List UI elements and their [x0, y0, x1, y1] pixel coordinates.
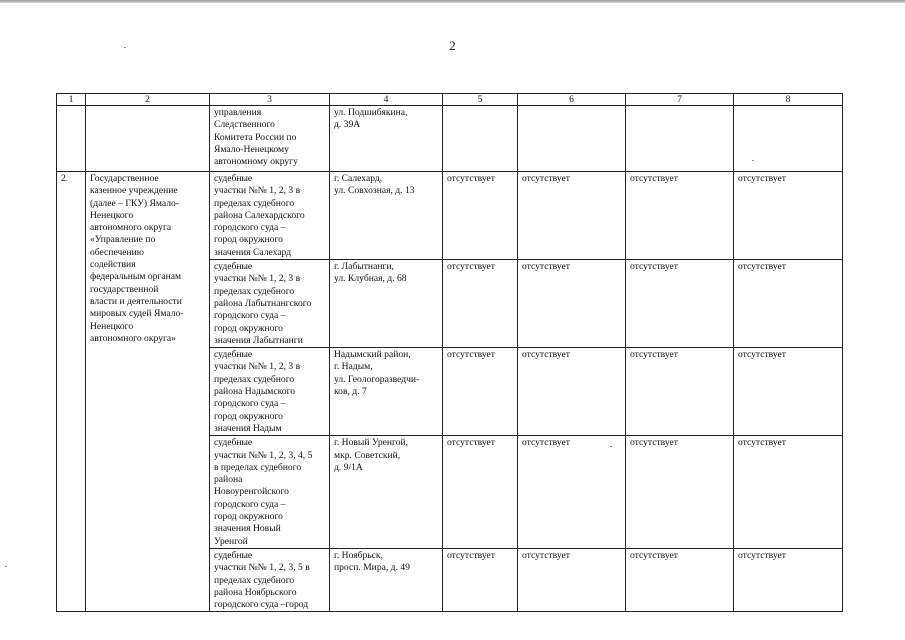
- address-cell: Надымский район, г. Надым, ул. Геологоразведчи- ков, д. 7: [330, 348, 443, 436]
- court-sites-cell: судебные участки №№ 1, 2, 3, 4, 5 в пределах судебного района Новоуренгойского городского суда – город окружного значения Новый Уренгой: [210, 436, 330, 549]
- address-cell: г. Салехард, ул. Совхозная, д. 13: [330, 172, 443, 260]
- status-cell: отсутствует: [734, 260, 843, 348]
- column-header: 1: [57, 94, 86, 106]
- status-cell: отсутствует: [443, 348, 518, 436]
- status-cell: отсутствует: [626, 548, 734, 611]
- document-table: [56, 93, 843, 612]
- column-header: 2: [86, 94, 210, 106]
- status-cell: отсутствует: [518, 172, 626, 260]
- column-header: 8: [734, 94, 843, 106]
- court-sites-cell: судебные участки №№ 1, 2, 3, 5 в пределах судебного района Ноябрьского городского суда –город: [210, 548, 330, 611]
- scan-top-edge: [0, 0, 905, 3]
- table-cell: [518, 106, 626, 172]
- column-header: 7: [626, 94, 734, 106]
- address-cell: г. Лабытнанги, ул. Клубная, д. 68: [330, 260, 443, 348]
- status-cell: отсутствует: [734, 436, 843, 549]
- table-cell: [57, 106, 86, 172]
- scan-speck: [5, 566, 7, 567]
- status-cell: отсутствует: [626, 260, 734, 348]
- court-sites-cell: судебные участки №№ 1, 2, 3 в пределах судебного района Лабытнангского городского суда – город окружного значения Лабытнанги: [210, 260, 330, 348]
- status-cell: отсутствует: [443, 548, 518, 611]
- table-cell: [626, 106, 734, 172]
- table-row: [57, 172, 843, 260]
- status-cell: отсутствует: [518, 436, 626, 549]
- court-sites-cell: судебные участки №№ 1, 2, 3 в пределах судебного района Салехардского городского суда – город окружного значения Салехард: [210, 172, 330, 260]
- status-cell: отсутствует: [518, 348, 626, 436]
- address-cell: г. Новый Уренгой, мкр. Советский, д. 9/1А: [330, 436, 443, 549]
- status-cell: отсутствует: [443, 260, 518, 348]
- status-cell: отсутствует: [518, 260, 626, 348]
- status-cell: отсутствует: [734, 348, 843, 436]
- entry-number: 2.: [57, 172, 86, 612]
- column-header: 3: [210, 94, 330, 106]
- status-cell: отсутствует: [626, 436, 734, 549]
- institution-name: Государственное казенное учреждение (далее – ГКУ) Ямало- Ненецкого автономного округа «Управление по обеспечению содействия федеральным органам государственной власти и деятельности мировых судей Ямало- Ненецкого автономного округа»: [86, 172, 210, 612]
- address-cell: г. Ноябрьск, просп. Мира, д. 49: [330, 548, 443, 611]
- table-row-continued: [57, 106, 843, 172]
- table-cell: ул. Подшибякина, д. 39А: [330, 106, 443, 172]
- status-cell: отсутствует: [518, 548, 626, 611]
- table-cell: управления Следственного Комитета России по Ямало-Ненецкому автономному округу: [210, 106, 330, 172]
- court-sites-cell: судебные участки №№ 1, 2, 3 в пределах судебного района Надымского городского суда – город окружного значения Надым: [210, 348, 330, 436]
- table-header-row: [57, 94, 843, 106]
- status-cell: отсутствует: [734, 172, 843, 260]
- status-cell: отсутствует: [626, 348, 734, 436]
- table-cell: [734, 106, 843, 172]
- column-header: 6: [518, 94, 626, 106]
- status-cell: отсутствует: [626, 172, 734, 260]
- status-cell: отсутствует: [443, 436, 518, 549]
- status-cell: отсутствует: [443, 172, 518, 260]
- table-cell: [86, 106, 210, 172]
- status-cell: отсутствует: [734, 548, 843, 611]
- column-header: 4: [330, 94, 443, 106]
- table-cell: [443, 106, 518, 172]
- column-header: 5: [443, 94, 518, 106]
- page-number: 2: [449, 38, 456, 53]
